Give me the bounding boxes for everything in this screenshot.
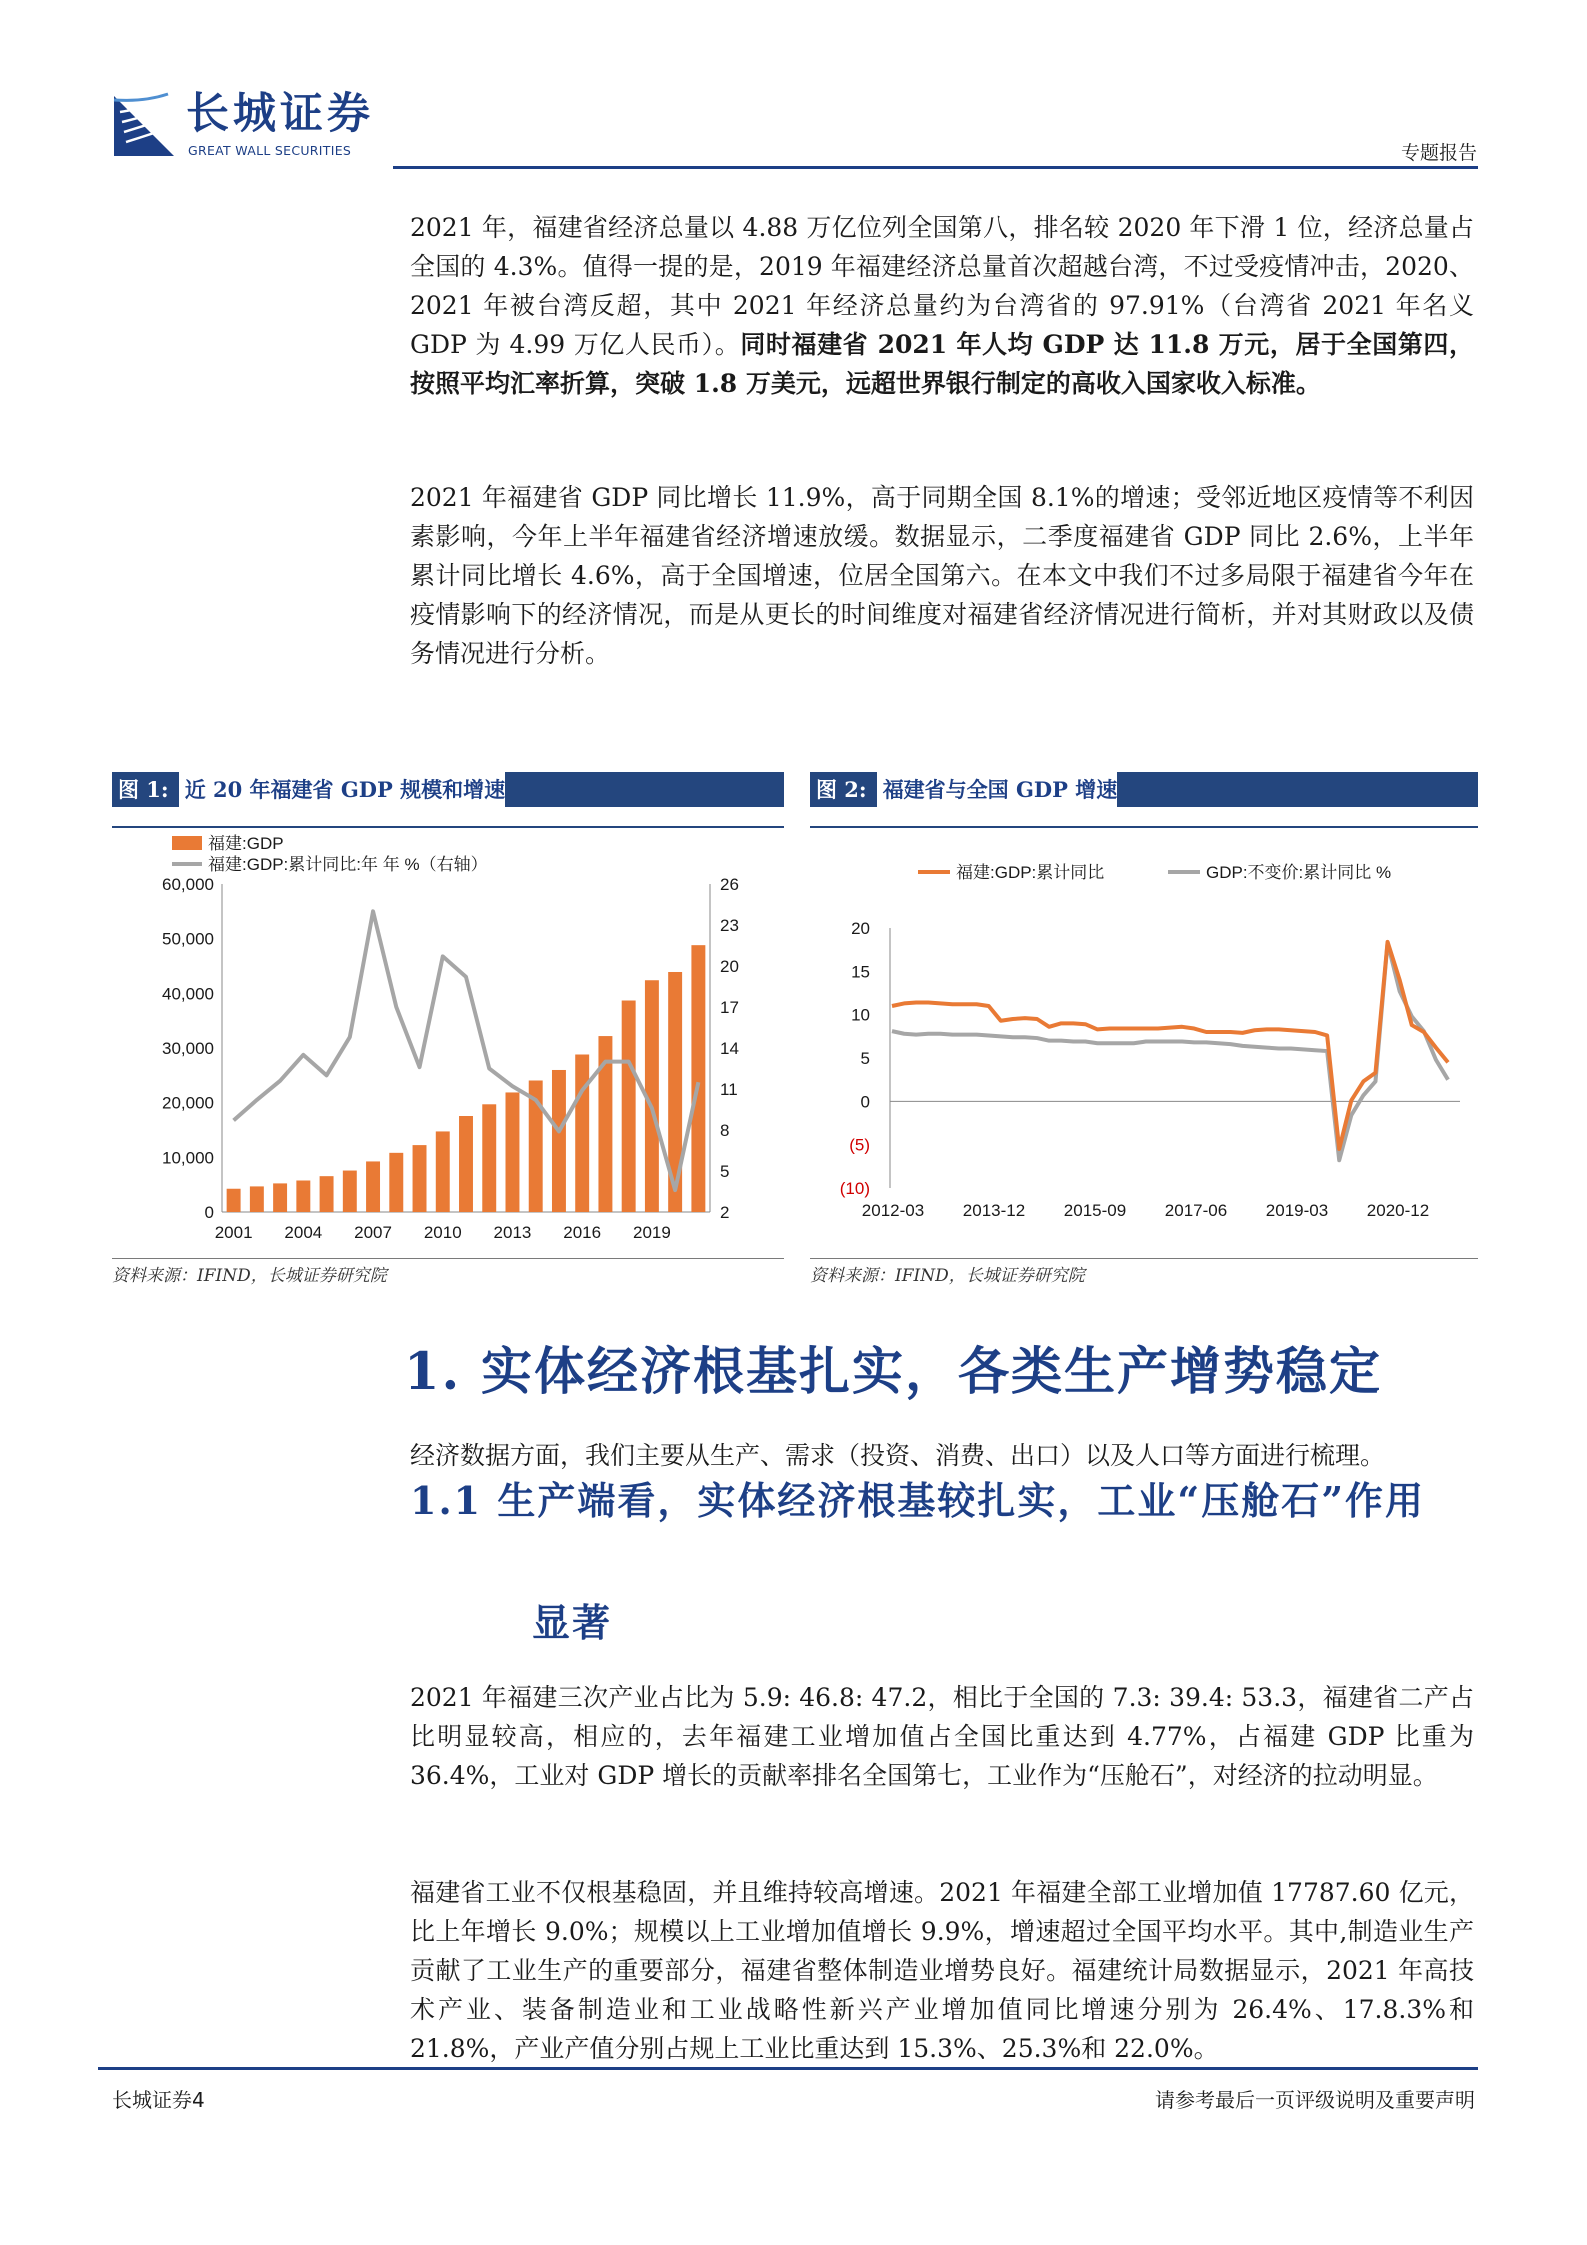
- legend-label-fujian: 福建:GDP:累计同比: [956, 863, 1105, 882]
- y-tick-left: 0: [204, 1203, 214, 1222]
- legend-swatch-gdp: [172, 836, 202, 850]
- section-1-1-heading-cont: 显著: [532, 1600, 613, 1645]
- logo-mark-icon: [112, 92, 176, 158]
- gdp-bar: [482, 1104, 496, 1212]
- x-tick-label: 2015-09: [1063, 1201, 1127, 1220]
- figure-1-source-rule: [112, 1258, 784, 1259]
- national-gdp-line: [892, 943, 1448, 1161]
- y-tick-label: (10): [839, 1179, 870, 1198]
- intro-paragraph-1-text: 2021 年，福建省经济总量以 4.88 万亿位列全国第八，排名较 2020 年下滑 1 位，经济总量占全国的 4.3%。值得一提的是，2019 年福建经济总量首次超越台湾，不过受疫情冲击，2020、2021 年被台湾反超，其中 2021 年经济总量约为台湾省的 97.91%（台湾省 2021 年名义 GDP 为 4.99 万亿人民币）。: [410, 213, 1474, 359]
- gdp-bar: [320, 1176, 334, 1212]
- x-tick-label: 2012-03: [861, 1201, 925, 1220]
- x-tick-label: 2010: [423, 1223, 462, 1242]
- section-1-1-paragraph-1: 2021 年福建三次产业占比为 5.9: 46.8: 47.2，相比于全国的 7.3: 39.4: 53.3，福建省二产占比明显较高，相应的，去年福建工业增加值占全国比重达到 4.77%，占福建 GDP 比重为 36.4%，工业对 GDP 增长的贡献率排名全国第七，工业作为“压舱石”，对经济的拉动明显。: [410, 1683, 1474, 1790]
- section-1-1-paragraph-2: 福建省工业不仅根基稳固，并且维持较高增速。2021 年福建全部工业增加值 17787.60 亿元，比上年增长 9.0%；规模以上工业增加值增长 9.9%，增速超过全国平均水平。其中,制造业生产贡献了工业生产的重要部分，福建省整体制造业增势良好。福建统计局数据显示，2021 年高技术产业、装备制造业和工业战略性新兴产业增加值同比增速分别为 26.4%、17.8.3%和 21.8%，产业产值分别占规上工业比重达到 15.3%、25.3%和 22.0%。: [410, 1878, 1474, 2063]
- gdp-bar: [413, 1145, 427, 1212]
- footer-disclaimer: 请参考最后一页评级说明及重要声明: [1155, 2088, 1475, 2112]
- y-tick-right: 14: [720, 1039, 739, 1058]
- y-tick-right: 23: [720, 916, 739, 935]
- figure-2-source-rule: [810, 1258, 1478, 1259]
- footer-divider: [98, 2067, 1478, 2070]
- y-tick-left: 40,000: [162, 984, 214, 1004]
- gdp-bar: [296, 1180, 310, 1212]
- gdp-bar: [366, 1161, 380, 1212]
- gdp-bar: [506, 1092, 520, 1212]
- figure-2-rule: [810, 826, 1478, 828]
- gdp-bar: [227, 1189, 241, 1212]
- y-tick-right: 5: [720, 1162, 730, 1181]
- y-tick-left: 10,000: [162, 1148, 214, 1168]
- section-1-heading: 1. 实体经济根基扎实，各类生产增势稳定: [404, 1342, 1382, 1402]
- y-tick-right: 17: [720, 998, 739, 1017]
- figure-2-chart: [810, 830, 1478, 1255]
- intro-paragraph-1: [410, 208, 1474, 403]
- y-tick-left: 50,000: [162, 929, 214, 949]
- y-tick-left: 60,000: [162, 875, 214, 894]
- figure-2-caption: 福建省与全国 GDP 增速: [877, 772, 1118, 807]
- x-tick-label: 2013: [493, 1223, 532, 1242]
- figure-1-source: 资料来源：IFIND，长城证券研究院: [112, 1266, 387, 1286]
- y-tick-label: (5): [849, 1135, 870, 1155]
- gdp-bar: [691, 945, 705, 1212]
- y-tick-right: 2: [720, 1203, 730, 1222]
- gdp-bar: [575, 1054, 589, 1212]
- x-tick-label: 2016: [563, 1223, 602, 1242]
- y-tick-label: 10: [851, 1005, 870, 1025]
- report-type-label: 专题报告: [1400, 142, 1477, 164]
- intro-paragraph-1-bold: 同时福建省 2021 年人均 GDP 达 11.8 万元，居于全国第四，按照平均汇率折算，突破 1.8 万美元，远超世界银行制定的高收入国家收入标准。: [410, 330, 1474, 398]
- y-tick-label: 0: [860, 1092, 870, 1112]
- x-tick-label: 2017-06: [1164, 1201, 1228, 1220]
- figure-1-chart: [112, 830, 784, 1255]
- section-1-1-heading: 1.1 生产端看，实体经济根基较扎实，工业“压舱石”作用: [410, 1478, 1426, 1523]
- gdp-bar: [622, 1001, 636, 1212]
- y-tick-right: 20: [720, 957, 739, 976]
- gdp-bar: [552, 1070, 566, 1212]
- gdp-bar: [389, 1153, 403, 1212]
- figure-2-number: 图 2:: [816, 777, 867, 802]
- y-tick-right: 26: [720, 875, 739, 894]
- legend-label-growth: 福建:GDP:累计同比:年 年 %（右轴）: [208, 855, 488, 874]
- gdp-bar: [250, 1186, 264, 1212]
- header-divider: [393, 166, 1478, 169]
- x-tick-label: 2001: [214, 1223, 253, 1242]
- gdp-bar: [436, 1131, 450, 1212]
- section-1-intro: 经济数据方面，我们主要从生产、需求（投资、消费、出口）以及人口等方面进行梳理。: [410, 1441, 1386, 1470]
- x-tick-label: 2019-03: [1265, 1201, 1329, 1220]
- figure-1-number: 图 1:: [118, 777, 169, 802]
- logo-text-en: GREAT WALL SECURITIES: [188, 143, 352, 158]
- x-tick-label: 2013-12: [962, 1201, 1026, 1220]
- logo-text-cn: 长城证券: [186, 89, 374, 139]
- y-tick-right: 11: [720, 1080, 738, 1099]
- y-tick-label: 20: [851, 919, 870, 938]
- figure-2-source: 资料来源：IFIND，长城证券研究院: [810, 1266, 1085, 1286]
- y-tick-left: 30,000: [162, 1039, 214, 1058]
- legend-label-gdp: 福建:GDP: [208, 834, 284, 853]
- y-tick-label: 15: [851, 962, 870, 982]
- gdp-bar: [343, 1171, 357, 1212]
- x-tick-label: 2007: [354, 1223, 392, 1242]
- y-tick-label: 5: [860, 1049, 870, 1068]
- figure-1-caption: 近 20 年福建省 GDP 规模和增速: [179, 772, 505, 807]
- y-tick-left: 20,000: [162, 1093, 214, 1113]
- legend-label-national: GDP:不变价:累计同比 %: [1206, 863, 1392, 882]
- fujian-gdp-line: [892, 942, 1448, 1149]
- footer-page-label: 长城证券4: [112, 2088, 205, 2112]
- intro-paragraph-2: 2021 年福建省 GDP 同比增长 11.9%，高于同期全国 8.1%的增速；受邻近地区疫情等不利因素影响，今年上半年福建省经济增速放缓。数据显示，二季度福建省 GDP 同比 2.6%，上半年累计同比增长 4.6%，高于全国增速，位居全国第六。在本文中我们不过多局限于福建省今年在疫情影响下的经济情况，而是从更长的时间维度对福建省经济情况进行简析，并对其财政以及债务情况进行分析。: [410, 483, 1474, 668]
- gdp-bar: [273, 1183, 287, 1212]
- figure-1-title: [112, 772, 784, 807]
- gdp-bar: [459, 1116, 473, 1212]
- figure-1-rule: [112, 826, 784, 828]
- x-tick-label: 2020-12: [1366, 1201, 1430, 1220]
- x-tick-label: 2019: [632, 1223, 671, 1242]
- x-tick-label: 2004: [284, 1223, 323, 1242]
- y-tick-right: 8: [720, 1121, 730, 1140]
- figure-2-title: [810, 772, 1478, 807]
